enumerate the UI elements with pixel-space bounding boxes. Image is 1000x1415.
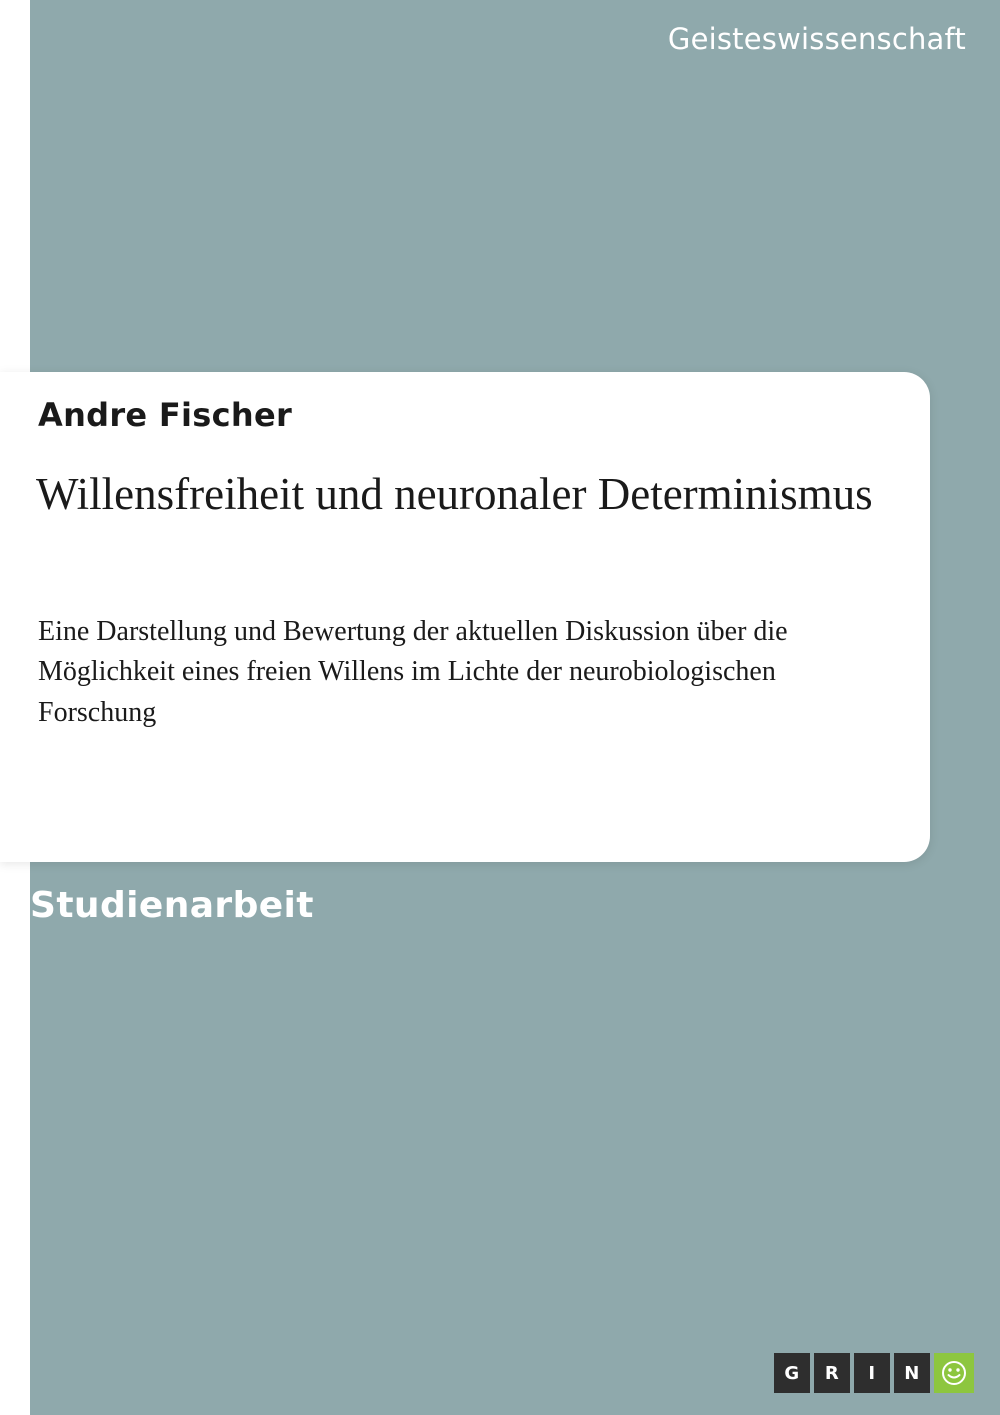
logo-letter-i: I [854, 1353, 890, 1393]
logo-letter-n: N [894, 1353, 930, 1393]
logo-letter-g: G [774, 1353, 810, 1393]
smiley-icon [934, 1353, 974, 1393]
grin-logo [774, 1353, 974, 1393]
page-title: Willensfreiheit und neuronaler Determinismus [36, 469, 873, 519]
discipline-label: Geisteswissenschaft [667, 22, 966, 56]
title-card [0, 372, 930, 862]
author-name: Andre Fischer [38, 396, 293, 434]
logo-letter-r: R [814, 1353, 850, 1393]
document-type-label: Studienarbeit [30, 885, 314, 926]
subtitle: Eine Darstellung und Bewertung der aktuellen Diskussion über die Möglichkeit eines freien Willens im Lichte der neurobiologischen Forschung [38, 616, 788, 728]
